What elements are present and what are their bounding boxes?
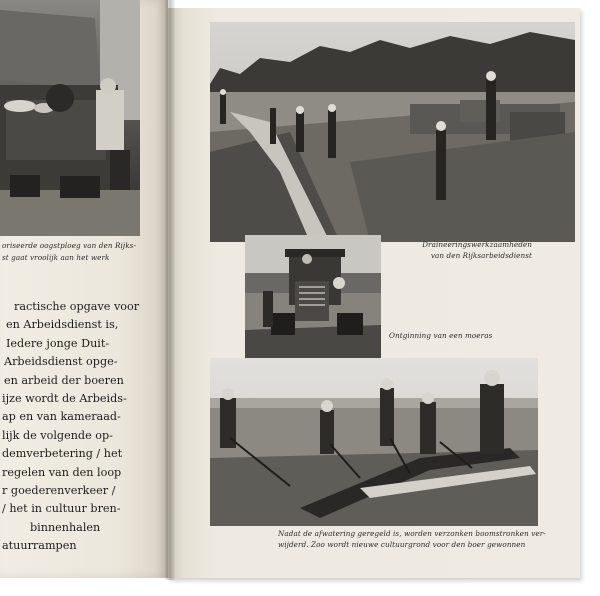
body-line: r goederenverkeer / [2, 484, 116, 498]
body-line: regelen van den loop [2, 465, 122, 479]
drainage-caption-line2: van den Rijksarbeidsdienst [430, 251, 532, 260]
moeras-caption: Ontginning van een moeras [389, 331, 493, 340]
body-line: lijk de volgende op- [2, 428, 113, 442]
body-text [0, 298, 160, 556]
body-line: en arbeid der boeren [4, 373, 124, 387]
stump-caption-line2: wijderd. Zoo wordt nieuwe cultuurgrond voor den boer gewonnen [278, 540, 526, 549]
gutter-shadow [165, 0, 175, 580]
body-line: atuurrampen [2, 539, 77, 553]
body-line: demverbetering / het [2, 447, 123, 461]
body-line: Iedere jonge Duit- [6, 336, 110, 350]
body-line: binnenhalen [30, 520, 101, 534]
body-line: / het in cultuur bren- [2, 502, 121, 516]
right-page [168, 8, 580, 578]
body-line: ractische opgave voor [14, 300, 140, 313]
body-line: ap en van kameraad- [2, 410, 121, 424]
tractor-swamp-photo [245, 235, 381, 365]
drainage-work-photo [210, 22, 575, 242]
stump-removal-photo [210, 358, 538, 526]
body-line: ijze wordt de Arbeids- [2, 392, 127, 406]
stump-caption-line1: Nadat de afwatering geregeld is, worden verzonken boomstronken ver- [278, 529, 546, 538]
left-page [0, 0, 168, 578]
drainage-caption-line1: Draineeringswerkzaamheden [422, 240, 532, 249]
harvest-crew-photo [0, 0, 140, 236]
harvest-caption-line1: oriseerde oogstploeg van den Rijks- [2, 241, 136, 250]
harvest-caption-line2: st gaat vroolijk aan het werk [2, 253, 110, 262]
body-line: en Arbeidsdienst is, [6, 318, 119, 332]
body-line: Arbeidsdienst opge- [4, 355, 118, 369]
